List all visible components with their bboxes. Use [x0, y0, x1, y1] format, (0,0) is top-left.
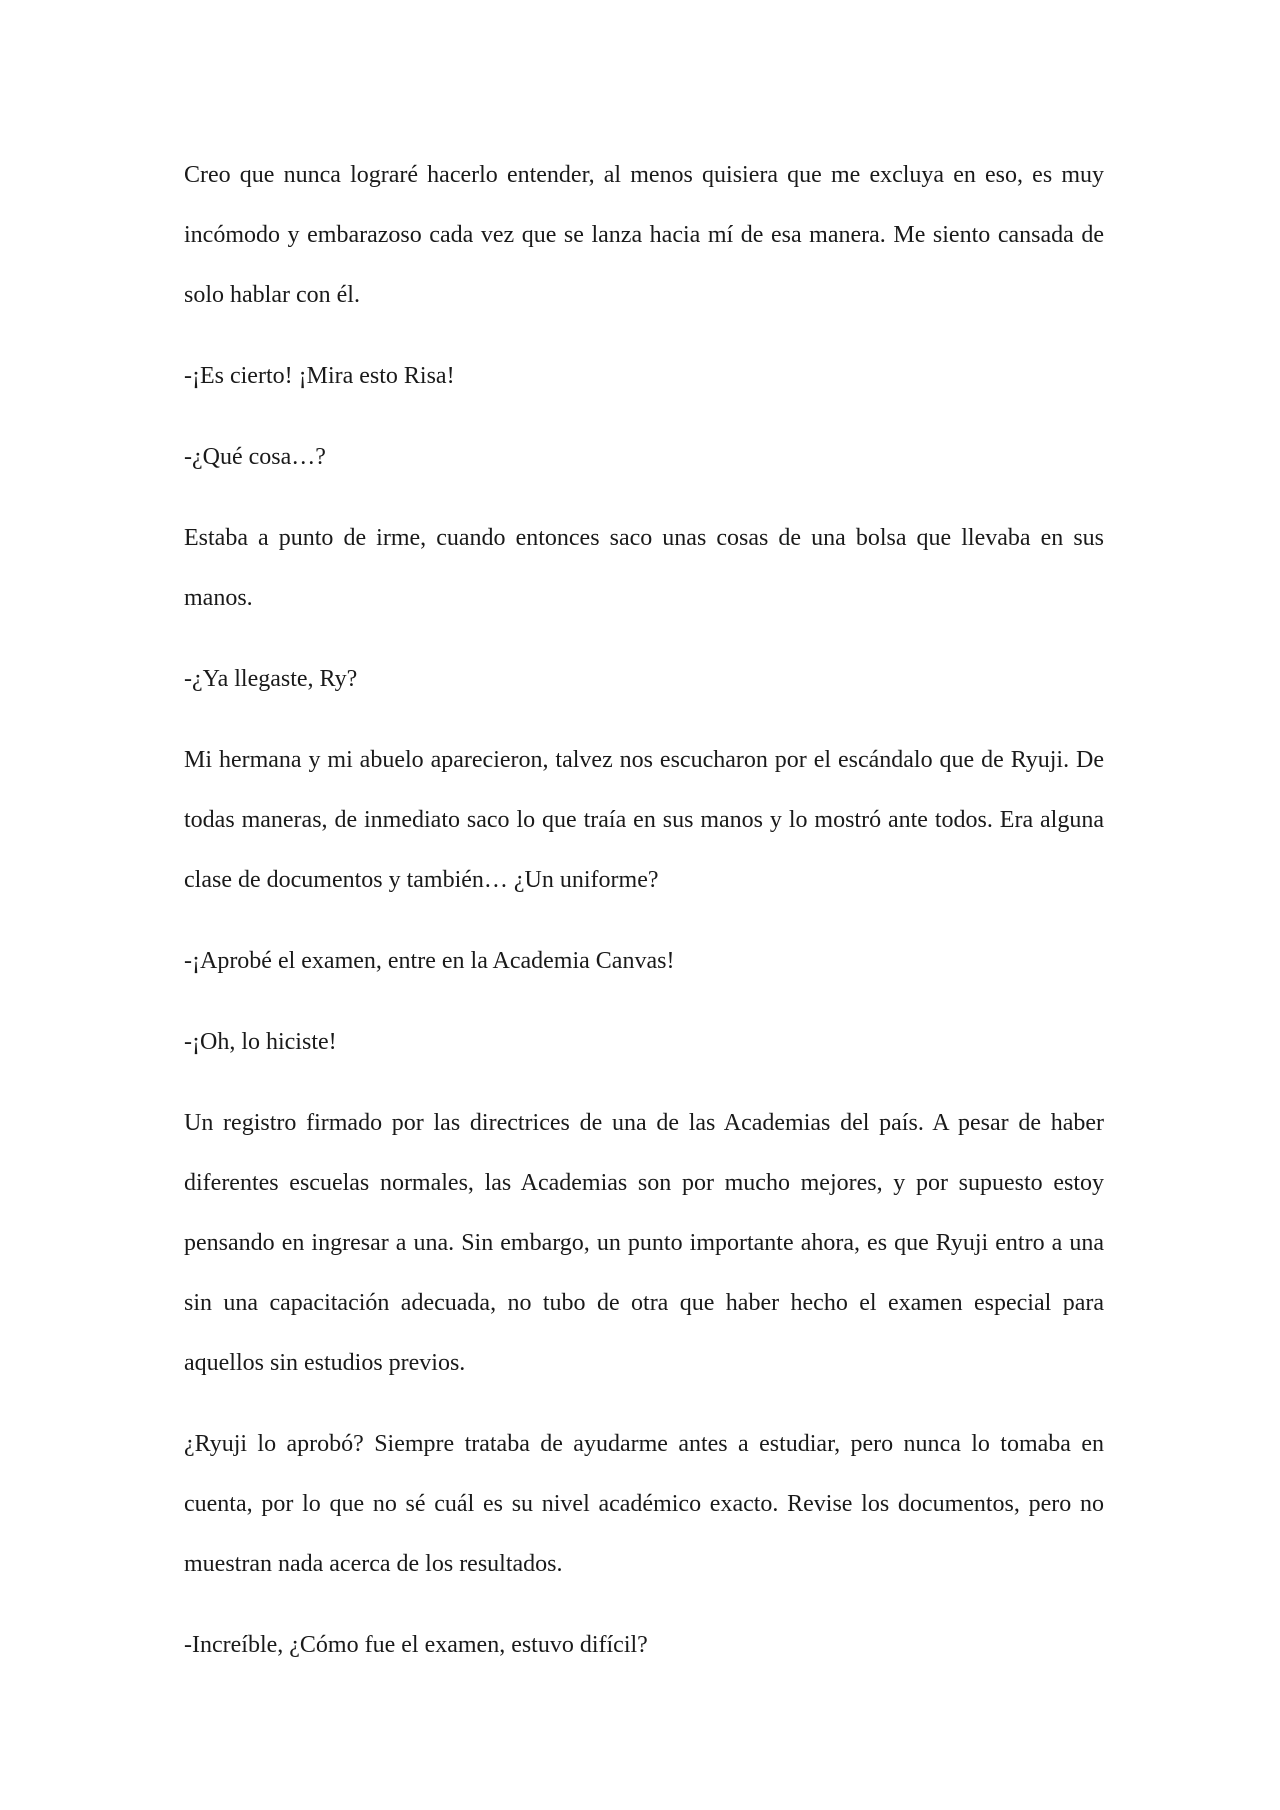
dialogue-line: -¿Qué cosa…?	[184, 444, 326, 470]
dialogue-line: -Increíble, ¿Cómo fue el examen, estuvo difícil?	[184, 1632, 648, 1658]
paragraph: Creo que nunca lograré hacerlo entender, al menos quisiera que me excluya en eso, es muy incómodo y embarazoso cada vez que se lanza hacia mí de esa manera. Me siento cansada de solo hablar con él.	[184, 162, 1104, 308]
paragraph: Un registro firmado por las directrices de una de las Academias del país. A pesar de haber diferentes escuelas normales, las Academias son por mucho mejores, y por supuesto estoy pensando en ingresar a una. Sin embargo, un punto importante ahora, es que Ryuji entro a una sin una capacitación adecuada, no tubo de otra que haber hecho el examen especial para aquellos sin estudios previos.	[184, 1110, 1104, 1376]
dialogue-line: -¿Ya llegaste, Ry?	[184, 666, 358, 692]
dialogue-line: -¡Es cierto! ¡Mira esto Risa!	[184, 363, 455, 389]
paragraph: Mi hermana y mi abuelo aparecieron, talvez nos escucharon por el escándalo que de Ryuji. De todas maneras, de inmediato saco lo que traía en sus manos y lo mostró ante todos. Era alguna clase de documentos y también… ¿Un uniforme?	[184, 747, 1104, 893]
document-body	[184, 145, 1104, 1696]
paragraph: Estaba a punto de irme, cuando entonces saco unas cosas de una bolsa que llevaba en sus manos.	[184, 525, 1104, 611]
paragraph: ¿Ryuji lo aprobó? Siempre trataba de ayudarme antes a estudiar, pero nunca lo tomaba en cuenta, por lo que no sé cuál es su nivel académico exacto. Revise los documentos, pero no muestran nada acerca de los resultados.	[184, 1431, 1104, 1577]
dialogue-line: -¡Oh, lo hiciste!	[184, 1029, 337, 1055]
dialogue-line: -¡Aprobé el examen, entre en la Academia Canvas!	[184, 948, 675, 974]
